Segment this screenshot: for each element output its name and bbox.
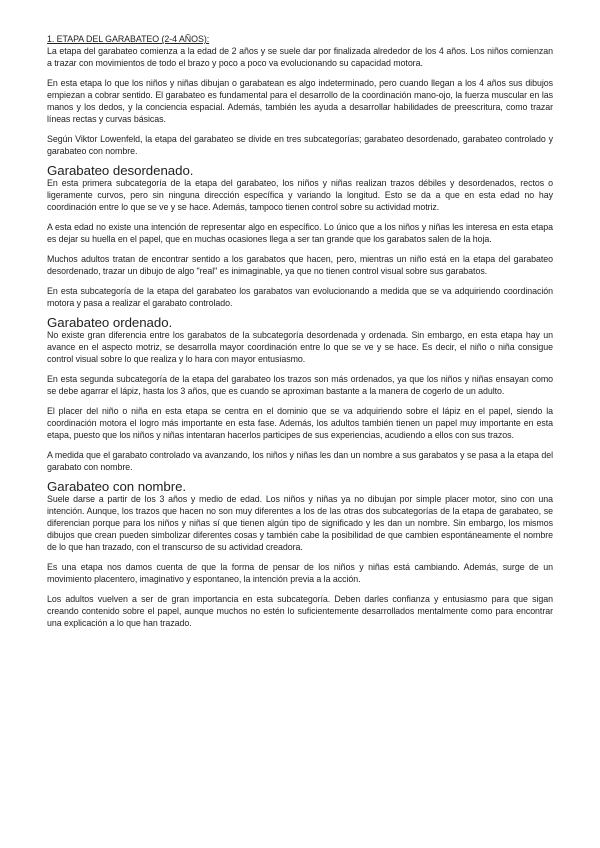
- section-ordenado: [47, 317, 553, 473]
- section-heading: Garabateo con nombre.: [47, 479, 187, 494]
- section-heading: Garabateo ordenado.: [47, 315, 173, 330]
- section-paragraph: A medida que el garabato controlado va avanzando, los niños y niñas les dan un nombre a sus garabatos y se pasa a la etapa del garabato con nombre.: [47, 450, 553, 472]
- section-paragraph: Suele darse a partir de los 3 años y medio de edad. Los niños y niñas ya no dibujan por simple placer motor, sino con una intención. Aunque, los trazos que hacen no son muy diferentes a los de las otras dos subcategorías de la etapa de garabateo, se diferencian porque para los niños y niñas sí que tienen algún tipo de significado y les dan un nombre. Sin embargo, los mismos dibujos que crean pueden simbolizar diferentes cosas y también cabe la posibilidad de que cambien espontáneamente el nombre de lo que han trazado, con el transcurso de su actividad creadora.: [47, 494, 553, 552]
- section-paragraph: No existe gran diferencia entre los garabatos de la subcategoría desordenada y ordenada. Sin embargo, en esta etapa hay un avance en el aspecto motriz, se desarrolla mayor coordinación entre lo que se ve y se hace. Es decir, el niño o niña consigue control visual sobre lo que realiza y lo hara con mayor entusiasmo.: [47, 330, 553, 364]
- section-paragraph: El placer del niño o niña en esta etapa se centra en el dominio que se va adquiriendo sobre el lápiz en el papel, siendo la coordinación motora el logro más importante en esta fase. Además, los adultos también tienen un papel muy importante en esta etapa, puesto que los niños y niñas intentaran hacerlos participes de sus experiencias, acudiendo a ellos con sus trazos.: [47, 406, 553, 440]
- section-paragraph: A esta edad no existe una intención de representar algo en específico. Lo único que a los niños y niñas les interesa en esta etapa es dejar su huella en el papel, que en muchas ocasiones llega a ser tan grande que los garabatos salen de la hoja.: [47, 222, 553, 244]
- section-paragraph: Los adultos vuelven a ser de gran importancia en esta subcategoría. Deben darles confianza y entusiasmo para que sigan creando contenido sobre el papel, aunque muchos no estén lo suficientemente desarrollados mentalmente como para encontrar una explicación a lo que han trazado.: [47, 594, 553, 628]
- section-paragraph: En esta subcategoría de la etapa del garabateo los garabatos van evolucionando a medida que se va adquiriendo coordinación motora y pasa a realizar el garabato controlado.: [47, 286, 553, 308]
- intro-paragraph: En esta etapa lo que los niños y niñas dibujan o garabatean es algo indeterminado, pero cuando llegan a los 4 años sus dibujos empiezan a cobrar sentido. El garabateo es fundamental para el desarrollo de la coordinación mano-ojo, la fuerza muscular en las manos y los dedos, y la conciencia espacial. Además, también les ayuda a desarrollar habilidades de preescritura, como trazar líneas rectas y curvas básicas.: [47, 78, 553, 124]
- section-heading: Garabateo desordenado.: [47, 163, 194, 178]
- section-paragraph: Muchos adultos tratan de encontrar sentido a los garabatos que hacen, pero, mientras un niño está en la etapa del garabateo desordenado, trazar un dibujo de algo "real" es inimaginable, ya que no tienen control visual sobre sus garabatos.: [47, 254, 553, 276]
- section-paragraph: Es una etapa nos damos cuenta de que la forma de pensar de los niños y niñas está cambiando. Además, surge de un movimiento placentero, imaginativo y espontaneo, la intención previa a la acción.: [47, 562, 553, 584]
- section-paragraph: En esta primera subcategoría de la etapa del garabateo, los niños y niñas realizan trazos débiles y desordenados, rectos o ligeramente curvos, pero sin ninguna dirección específica y variando la longitud. Esto se da a que en esta edad no hay coordinación entre lo que se ve y se hace. Además, tampoco tienen control sobre su actividad motriz.: [47, 178, 553, 212]
- document-title: 1. ETAPA DEL GARABATEO (2-4 AÑOS):: [47, 34, 210, 44]
- section-paragraph: En esta segunda subcategoría de la etapa del garabateo los trazos son más ordenados, ya que los niños y niñas ensayan como se debe agarrar el lápiz, hasta los 3 años, que es cuando se aproximan bastante a la manera de cogerlo de un adulto.: [47, 374, 553, 396]
- intro-paragraph: La etapa del garabateo comienza a la edad de 2 años y se suele dar por finalizada alrededor de los 4 años. Los niños comienzan a trazar con movimientos de todo el brazo y poco a poco va evolucionando su capacidad motora.: [47, 46, 553, 68]
- section-con-nombre: [47, 481, 553, 629]
- intro-paragraph: Según Viktor Lowenfeld, la etapa del garabateo se divide en tres subcategorías; garabateo desordenado, garabateo controlado y garabateo con nombre.: [47, 134, 553, 156]
- section-desordenado: [47, 165, 553, 309]
